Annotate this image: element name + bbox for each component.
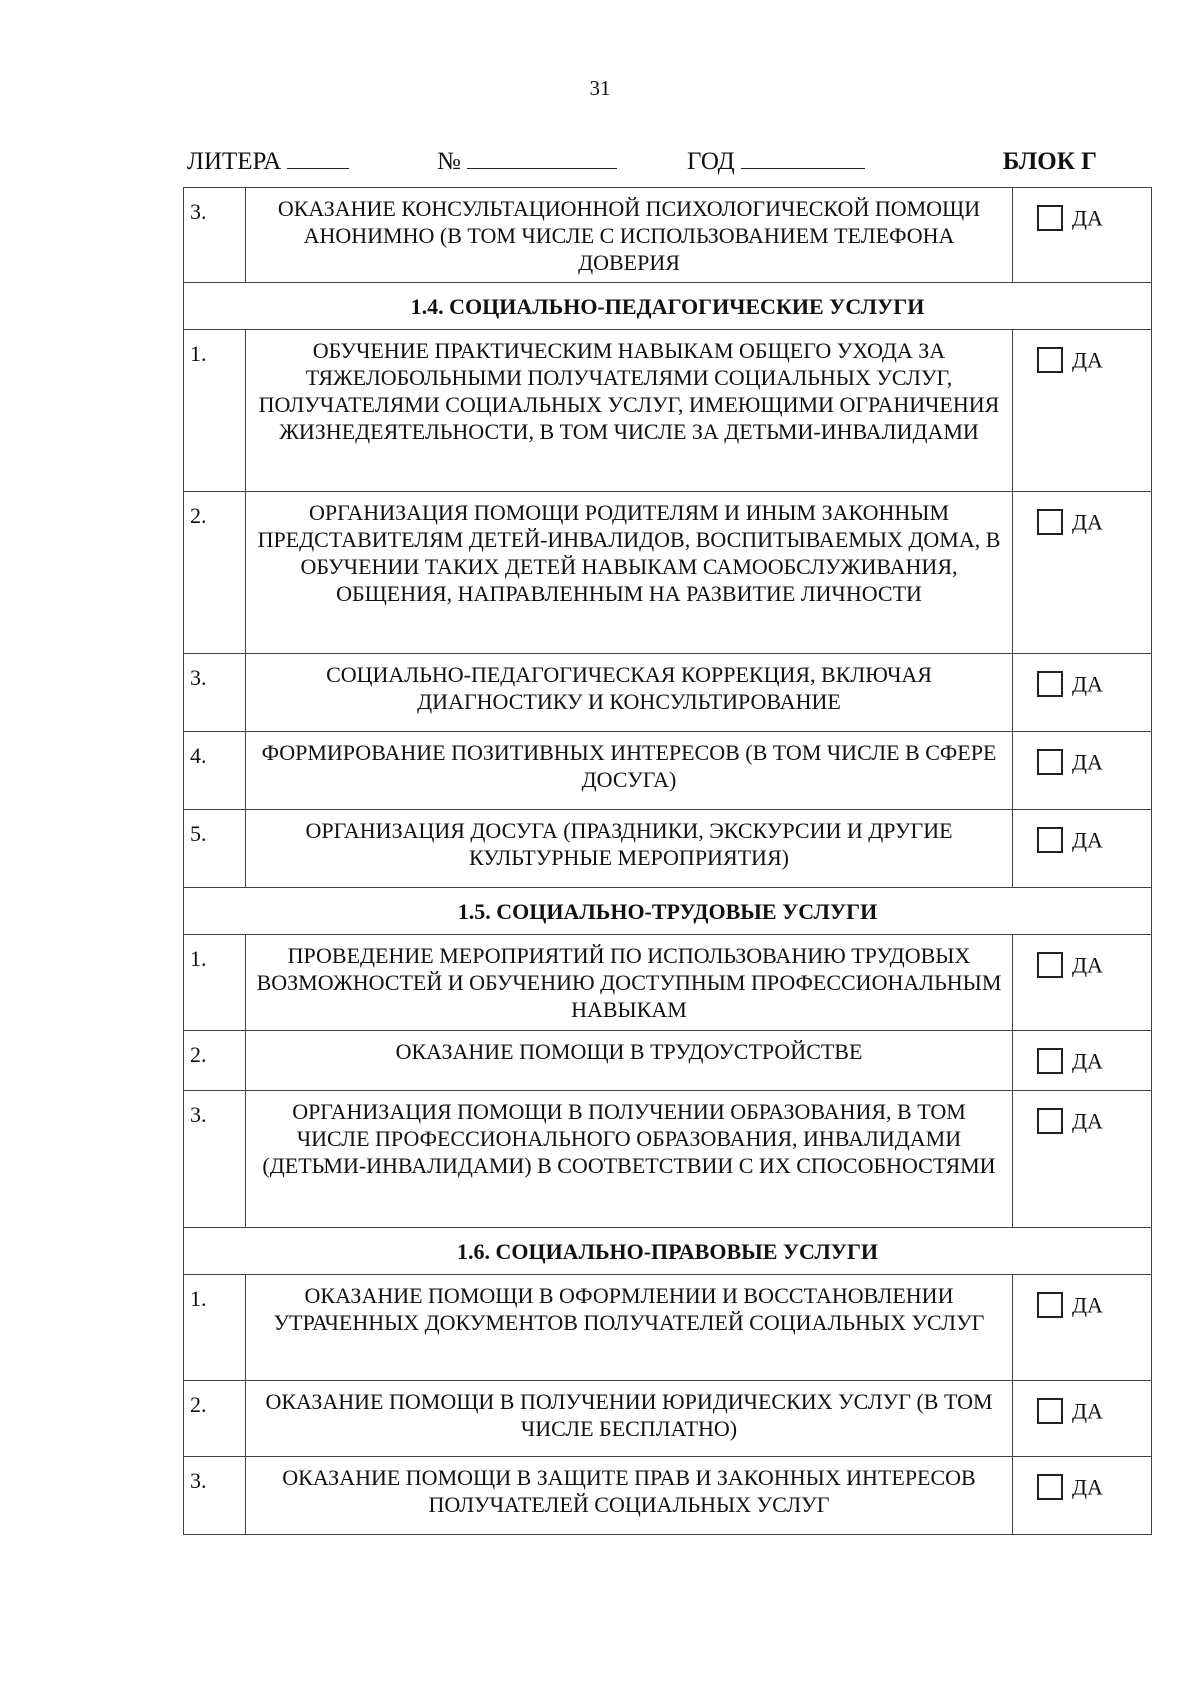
checkbox-cell [1013,1031,1152,1091]
checkbox-cell [1013,1091,1152,1228]
yes-checkbox[interactable] [1037,671,1063,697]
service-row [184,810,1152,888]
block-label: БЛОК Г [1002,148,1097,175]
yes-checkbox[interactable] [1037,1474,1063,1500]
page-number: 31 [589,76,611,100]
checkbox-cell [1013,654,1152,732]
service-description: ПРОВЕДЕНИЕ МЕРОПРИЯТИЙ ПО ИСПОЛЬЗОВАНИЮ ТРУДОВЫХ ВОЗМОЖНОСТЕЙ И ОБУЧЕНИЮ ДОСТУПНЫМ ПРОФЕССИОНАЛЬНЫМ НАВЫКАМ [246,935,1013,1031]
service-number: 1. [184,330,246,492]
section-header-row [184,283,1152,330]
service-row [184,935,1152,1031]
year-label: ГОД [687,148,735,175]
yes-checkbox[interactable] [1037,205,1063,231]
service-description: ФОРМИРОВАНИЕ ПОЗИТИВНЫХ ИНТЕРЕСОВ (В ТОМ ЧИСЛЕ В СФЕРЕ ДОСУГА) [246,732,1013,810]
service-row [184,1275,1152,1381]
yes-checkbox-label: ДА [1072,827,1103,853]
yes-checkbox[interactable] [1037,827,1063,853]
service-number: 5. [184,810,246,888]
service-row [184,732,1152,810]
year-blank[interactable] [741,146,865,169]
checkbox-cell [1013,188,1152,283]
yes-checkbox[interactable] [1037,509,1063,535]
service-description: ОКАЗАНИЕ ПОМОЩИ В ОФОРМЛЕНИИ И ВОССТАНОВЛЕНИИ УТРАЧЕННЫХ ДОКУМЕНТОВ ПОЛУЧАТЕЛЕЙ СОЦИАЛЬНЫХ УСЛУГ [246,1275,1013,1381]
number-blank[interactable] [467,146,617,169]
yes-checkbox[interactable] [1037,952,1063,978]
service-description: ОРГАНИЗАЦИЯ ПОМОЩИ РОДИТЕЛЯМ И ИНЫМ ЗАКОННЫМ ПРЕДСТАВИТЕЛЯМ ДЕТЕЙ-ИНВАЛИДОВ, ВОСПИТЫВАЕМЫХ ДОМА, В ОБУЧЕНИИ ТАКИХ ДЕТЕЙ НАВЫКАМ САМООБСЛУЖИВАНИЯ, ОБЩЕНИЯ, НАПРАВЛЕННЫМ НА РАЗВИТИЕ ЛИЧНОСТИ [246,492,1013,654]
number-label: № [437,148,461,175]
service-description: ОКАЗАНИЕ ПОМОЩИ В ПОЛУЧЕНИИ ЮРИДИЧЕСКИХ УСЛУГ (В ТОМ ЧИСЛЕ БЕСПЛАТНО) [246,1381,1013,1457]
service-number: 2. [184,492,246,654]
section-title: 1.6. СОЦИАЛЬНО-ПРАВОВЫЕ УСЛУГИ [184,1228,1152,1275]
checkbox-cell [1013,935,1152,1031]
service-row [184,1457,1152,1535]
number-field [437,146,617,178]
yes-checkbox-label: ДА [1072,1048,1103,1074]
form-header [187,146,1097,178]
litera-label: ЛИТЕРА [187,148,282,175]
service-row [184,654,1152,732]
service-description: ОКАЗАНИЕ ПОМОЩИ В ТРУДОУСТРОЙСТВЕ [246,1031,1013,1091]
service-number: 1. [184,935,246,1031]
checkbox-cell [1013,1275,1152,1381]
yes-checkbox-label: ДА [1072,952,1103,978]
checkbox-cell [1013,732,1152,810]
yes-checkbox-label: ДА [1072,205,1103,231]
checkbox-cell [1013,1381,1152,1457]
section-title: 1.5. СОЦИАЛЬНО-ТРУДОВЫЕ УСЛУГИ [184,888,1152,935]
service-number: 3. [184,1457,246,1535]
service-number: 2. [184,1031,246,1091]
service-description: ОБУЧЕНИЕ ПРАКТИЧЕСКИМ НАВЫКАМ ОБЩЕГО УХОДА ЗА ТЯЖЕЛОБОЛЬНЫМИ ПОЛУЧАТЕЛЯМИ СОЦИАЛЬНЫХ УСЛУГ, ПОЛУЧАТЕЛЯМИ СОЦИАЛЬНЫХ УСЛУГ, ИМЕЮЩИМИ ОГРАНИЧЕНИЯ ЖИЗНЕДЕЯТЕЛЬНОСТИ, В ТОМ ЧИСЛЕ ЗА ДЕТЬМИ-ИНВАЛИДАМИ [246,330,1013,492]
checkbox-cell [1013,1457,1152,1535]
yes-checkbox[interactable] [1037,1048,1063,1074]
section-title: 1.4. СОЦИАЛЬНО-ПЕДАГОГИЧЕСКИЕ УСЛУГИ [184,283,1152,330]
yes-checkbox[interactable] [1037,1108,1063,1134]
year-field [687,146,865,178]
service-number: 3. [184,1091,246,1228]
service-number: 3. [184,654,246,732]
service-row [184,330,1152,492]
yes-checkbox-label: ДА [1072,671,1103,697]
service-description: ОРГАНИЗАЦИЯ ДОСУГА (ПРАЗДНИКИ, ЭКСКУРСИИ И ДРУГИЕ КУЛЬТУРНЫЕ МЕРОПРИЯТИЯ) [246,810,1013,888]
service-row [184,188,1152,283]
litera-field [187,146,349,178]
checkbox-cell [1013,810,1152,888]
yes-checkbox[interactable] [1037,749,1063,775]
service-row [184,1381,1152,1457]
service-number: 3. [184,188,246,283]
service-description: ОРГАНИЗАЦИЯ ПОМОЩИ В ПОЛУЧЕНИИ ОБРАЗОВАНИЯ, В ТОМ ЧИСЛЕ ПРОФЕССИОНАЛЬНОГО ОБРАЗОВАНИЯ, ИНВАЛИДАМИ (ДЕТЬМИ-ИНВАЛИДАМИ) В СООТВЕТСТВИИ С ИХ СПОСОБНОСТЯМИ [246,1091,1013,1228]
service-description: СОЦИАЛЬНО-ПЕДАГОГИЧЕСКАЯ КОРРЕКЦИЯ, ВКЛЮЧАЯ ДИАГНОСТИКУ И КОНСУЛЬТИРОВАНИЕ [246,654,1013,732]
section-header-row [184,1228,1152,1275]
service-description: ОКАЗАНИЕ КОНСУЛЬТАЦИОННОЙ ПСИХОЛОГИЧЕСКОЙ ПОМОЩИ АНОНИМНО (В ТОМ ЧИСЛЕ С ИСПОЛЬЗОВАНИЕМ ТЕЛЕФОНА ДОВЕРИЯ [246,188,1013,283]
yes-checkbox-label: ДА [1072,1292,1103,1318]
service-row [184,492,1152,654]
checkbox-cell [1013,330,1152,492]
yes-checkbox-label: ДА [1072,509,1103,535]
yes-checkbox-label: ДА [1072,749,1103,775]
services-table [183,187,1152,1535]
checkbox-cell [1013,492,1152,654]
service-number: 2. [184,1381,246,1457]
service-number: 1. [184,1275,246,1381]
service-row [184,1091,1152,1228]
yes-checkbox-label: ДА [1072,347,1103,373]
yes-checkbox-label: ДА [1072,1398,1103,1424]
litera-blank[interactable] [287,146,349,169]
service-row [184,1031,1152,1091]
yes-checkbox[interactable] [1037,1292,1063,1318]
service-description: ОКАЗАНИЕ ПОМОЩИ В ЗАЩИТЕ ПРАВ И ЗАКОННЫХ ИНТЕРЕСОВ ПОЛУЧАТЕЛЕЙ СОЦИАЛЬНЫХ УСЛУГ [246,1457,1013,1535]
yes-checkbox-label: ДА [1072,1108,1103,1134]
yes-checkbox[interactable] [1037,1398,1063,1424]
yes-checkbox[interactable] [1037,347,1063,373]
service-number: 4. [184,732,246,810]
section-header-row [184,888,1152,935]
yes-checkbox-label: ДА [1072,1474,1103,1500]
